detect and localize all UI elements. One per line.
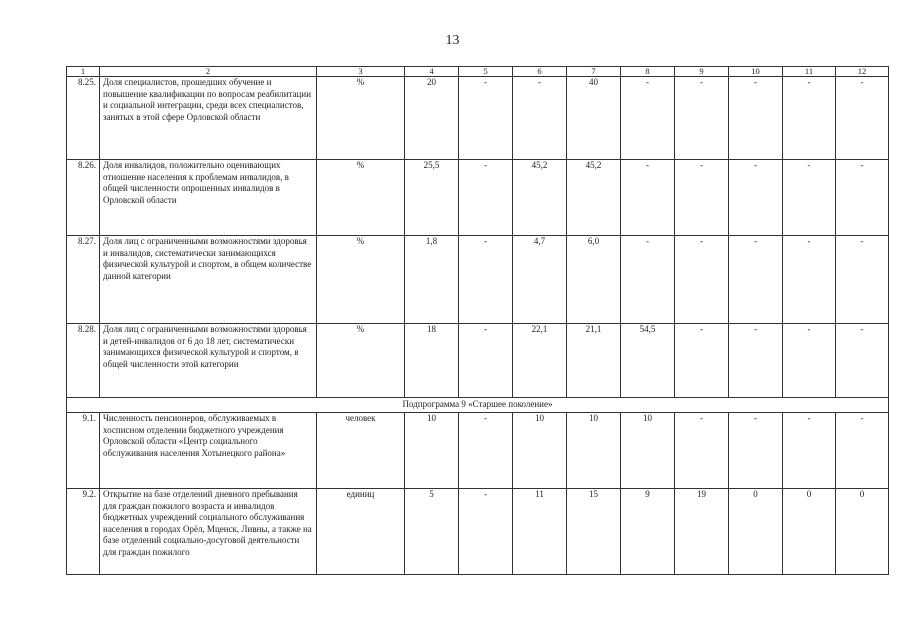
value-cell: - — [836, 236, 889, 324]
table-row — [67, 77, 889, 160]
value-cell: - — [621, 160, 675, 236]
value-cell: 11 — [513, 489, 567, 575]
value-cell: - — [513, 77, 567, 160]
value-cell: - — [621, 77, 675, 160]
indicator-name: Доля специалистов, прошедших обучение и повышение квалификации по вопросам реабилитации и социальной интеграции, среди всех специалистов, занятых в этой сфере Орловской области — [100, 77, 317, 160]
indicator-name: Доля инвалидов, положительно оценивающих отношение населения к проблемам инвалидов, в общей численности опрошенных инвалидов в Орловской области — [100, 160, 317, 236]
column-number-row — [67, 67, 889, 77]
value-cell: - — [783, 236, 836, 324]
value-cell: 15 — [567, 489, 621, 575]
value-cell: - — [729, 77, 783, 160]
value-cell: - — [836, 77, 889, 160]
value-cell: - — [675, 160, 729, 236]
value-cell: - — [783, 160, 836, 236]
value-cell: 54,5 — [621, 324, 675, 398]
value-cell: - — [783, 413, 836, 489]
value-cell: 45,2 — [513, 160, 567, 236]
value-cell: 0 — [783, 489, 836, 575]
row-number: 8.25. — [67, 77, 100, 160]
value-cell: - — [836, 413, 889, 489]
unit: % — [317, 77, 405, 160]
column-header: 8 — [621, 67, 675, 77]
column-header: 7 — [567, 67, 621, 77]
column-header: 4 — [405, 67, 459, 77]
column-header: 1 — [67, 67, 100, 77]
value-cell: - — [783, 324, 836, 398]
unit: % — [317, 160, 405, 236]
value-cell: - — [729, 236, 783, 324]
value-cell: - — [675, 77, 729, 160]
row-number: 9.1. — [67, 413, 100, 489]
column-header: 2 — [100, 67, 317, 77]
column-header: 6 — [513, 67, 567, 77]
indicators-table — [66, 66, 889, 575]
row-number: 8.27. — [67, 236, 100, 324]
value-cell: 40 — [567, 77, 621, 160]
column-header: 11 — [783, 67, 836, 77]
unit: % — [317, 236, 405, 324]
value-cell: 22,1 — [513, 324, 567, 398]
subprogram-header-row — [67, 398, 889, 413]
value-cell: - — [836, 324, 889, 398]
value-cell: - — [459, 489, 513, 575]
value-cell: - — [729, 324, 783, 398]
table-row — [67, 160, 889, 236]
value-cell: - — [459, 236, 513, 324]
value-cell: - — [621, 236, 675, 324]
indicator-name: Открытие на базе отделений дневного пребывания для граждан пожилого возраста и инвалидов бюджетных учреждений социального обслуживания населения в городах Орёл, Мценск, Ливны, а также на базе отделений социально-досуговой деятельности для граждан пожилого — [100, 489, 317, 575]
row-number: 8.28. — [67, 324, 100, 398]
row-number: 8.26. — [67, 160, 100, 236]
column-header: 12 — [836, 67, 889, 77]
value-cell: 18 — [405, 324, 459, 398]
table-row — [67, 489, 889, 575]
value-cell: 19 — [675, 489, 729, 575]
value-cell: 9 — [621, 489, 675, 575]
value-cell: 4,7 — [513, 236, 567, 324]
value-cell: 10 — [621, 413, 675, 489]
value-cell: - — [783, 77, 836, 160]
value-cell: - — [459, 77, 513, 160]
value-cell: 0 — [729, 489, 783, 575]
value-cell: 45,2 — [567, 160, 621, 236]
unit: единиц — [317, 489, 405, 575]
column-header: 3 — [317, 67, 405, 77]
table-row — [67, 324, 889, 398]
value-cell: 10 — [405, 413, 459, 489]
value-cell: 25,5 — [405, 160, 459, 236]
value-cell: - — [836, 160, 889, 236]
value-cell: 1,8 — [405, 236, 459, 324]
value-cell: - — [675, 413, 729, 489]
value-cell: - — [459, 324, 513, 398]
value-cell: - — [729, 160, 783, 236]
indicator-name: Численность пенсионеров, обслуживаемых в хосписном отделении бюджетного учреждения Орловской области «Центр социального обслуживания населения Хотынецкого района» — [100, 413, 317, 489]
value-cell: 10 — [513, 413, 567, 489]
indicator-name: Доля лиц с ограниченными возможностями здоровья и инвалидов, систематически занимающихся физической культурой и спортом, в общем количестве данной категории — [100, 236, 317, 324]
column-header: 10 — [729, 67, 783, 77]
value-cell: - — [675, 324, 729, 398]
subprogram-title: Подпрограмма 9 «Старшее поколение» — [67, 398, 889, 413]
value-cell: 6,0 — [567, 236, 621, 324]
column-header: 9 — [675, 67, 729, 77]
value-cell: 10 — [567, 413, 621, 489]
table-row — [67, 236, 889, 324]
unit: человек — [317, 413, 405, 489]
value-cell: 20 — [405, 77, 459, 160]
indicator-name: Доля лиц с ограниченными возможностями здоровья и детей-инвалидов от 6 до 18 лет, систематически занимающихся физической культурой и спортом, в общей численности этой категории — [100, 324, 317, 398]
row-number: 9.2. — [67, 489, 100, 575]
unit: % — [317, 324, 405, 398]
value-cell: - — [675, 236, 729, 324]
value-cell: - — [459, 413, 513, 489]
value-cell: - — [729, 413, 783, 489]
value-cell: 5 — [405, 489, 459, 575]
page-number: 13 — [445, 33, 460, 48]
value-cell: 0 — [836, 489, 889, 575]
value-cell: 21,1 — [567, 324, 621, 398]
value-cell: - — [459, 160, 513, 236]
table-row — [67, 413, 889, 489]
column-header: 5 — [459, 67, 513, 77]
